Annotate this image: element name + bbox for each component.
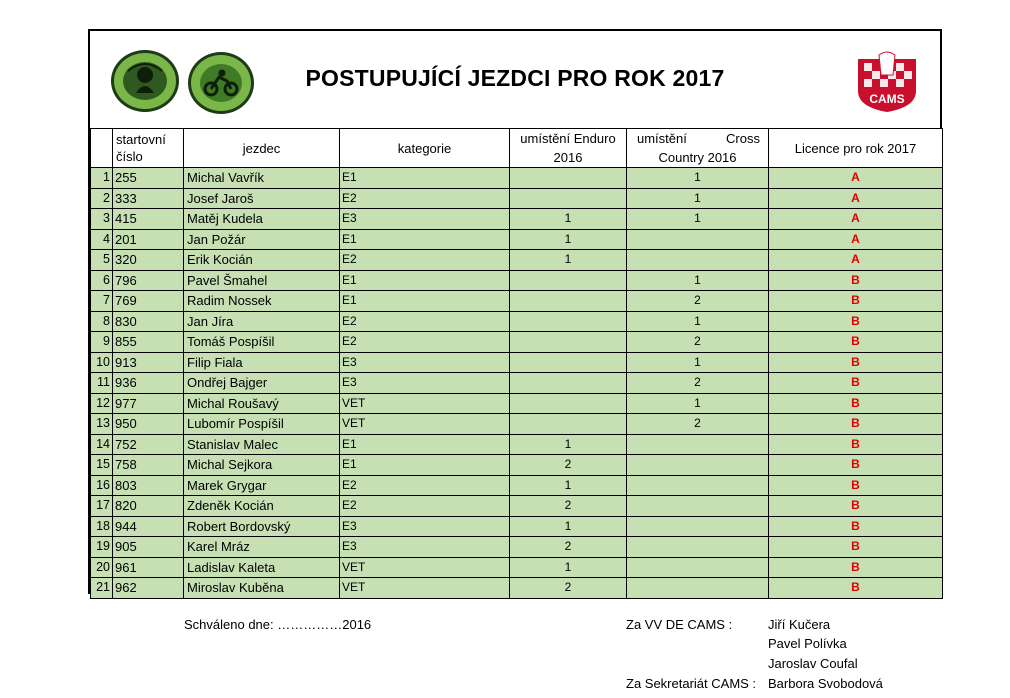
start-number: 830 (113, 311, 184, 332)
header-enduro: umístění Enduro 2016 (510, 129, 627, 168)
enduro-placing: 2 (510, 496, 627, 517)
table-row (91, 188, 943, 209)
category: E1 (340, 455, 510, 476)
licence-class: B (769, 516, 943, 537)
rider-name: Pavel Šmahel (184, 270, 340, 291)
table-row (91, 537, 943, 558)
enduro-placing (510, 332, 627, 353)
table-row (91, 373, 943, 394)
rider-name: Radim Nossek (184, 291, 340, 312)
rider-name: Michal Roušavý (184, 393, 340, 414)
row-index: 13 (91, 414, 113, 435)
licence-class: B (769, 557, 943, 578)
row-index: 3 (91, 209, 113, 230)
category: E3 (340, 373, 510, 394)
category: E2 (340, 311, 510, 332)
vv-name-3: Jaroslav Coufal (768, 656, 858, 671)
table-row (91, 311, 943, 332)
start-number: 803 (113, 475, 184, 496)
header-rider: jezdec (184, 129, 340, 168)
category: VET (340, 393, 510, 414)
row-index: 17 (91, 496, 113, 517)
row-index: 9 (91, 332, 113, 353)
header-start-number: startovní číslo (113, 129, 184, 168)
enduro-placing: 2 (510, 578, 627, 599)
table-row (91, 168, 943, 189)
page-title: POSTUPUJÍCÍ JEZDCI PRO ROK 2017 (305, 65, 725, 91)
enduro-placing: 1 (510, 557, 627, 578)
table-row (91, 455, 943, 476)
cross-country-placing: 1 (627, 270, 769, 291)
rider-name: Robert Bordovský (184, 516, 340, 537)
vv-name-1: Jiří Kučera (768, 617, 831, 632)
cross-country-placing: 1 (627, 188, 769, 209)
rider-name: Jan Požár (184, 229, 340, 250)
start-number: 913 (113, 352, 184, 373)
row-index: 18 (91, 516, 113, 537)
licence-class: B (769, 578, 943, 599)
rider-name: Josef Jaroš (184, 188, 340, 209)
table-row (91, 332, 943, 353)
licence-class: A (769, 168, 943, 189)
category: E1 (340, 291, 510, 312)
rider-name: Ladislav Kaleta (184, 557, 340, 578)
row-index: 8 (91, 311, 113, 332)
licence-class: B (769, 414, 943, 435)
licence-class: B (769, 311, 943, 332)
cross-country-placing: 1 (627, 352, 769, 373)
enduro-placing (510, 270, 627, 291)
row-index: 12 (91, 393, 113, 414)
secretariat-name: Barbora Svobodová (768, 676, 883, 691)
rider-name: Tomáš Pospíšil (184, 332, 340, 353)
category: E1 (340, 270, 510, 291)
start-number: 905 (113, 537, 184, 558)
cross-country-placing (627, 537, 769, 558)
secretariat-label: Za Sekretariát CAMS : (626, 676, 757, 691)
table-row (91, 557, 943, 578)
header-licence: Licence pro rok 2017 (769, 129, 943, 168)
enduro-placing (510, 414, 627, 435)
cross-country-placing (627, 229, 769, 250)
licence-class: A (769, 250, 943, 271)
start-number: 255 (113, 168, 184, 189)
start-number: 962 (113, 578, 184, 599)
enduro-placing: 1 (510, 229, 627, 250)
category: E2 (340, 496, 510, 517)
table-row (91, 516, 943, 537)
cross-country-placing (627, 496, 769, 517)
licence-class: B (769, 291, 943, 312)
category: E1 (340, 168, 510, 189)
table-row (91, 434, 943, 455)
category: VET (340, 557, 510, 578)
category: E3 (340, 537, 510, 558)
licence-class: B (769, 537, 943, 558)
start-number: 769 (113, 291, 184, 312)
row-index: 10 (91, 352, 113, 373)
cross-country-placing: 1 (627, 393, 769, 414)
category: E2 (340, 332, 510, 353)
table-row (91, 393, 943, 414)
enduro-placing (510, 352, 627, 373)
enduro-placing: 2 (510, 455, 627, 476)
start-number: 977 (113, 393, 184, 414)
enduro-placing (510, 188, 627, 209)
row-index: 4 (91, 229, 113, 250)
start-number: 320 (113, 250, 184, 271)
rider-name: Filip Fiala (184, 352, 340, 373)
cross-country-placing: 2 (627, 373, 769, 394)
cross-country-placing: 2 (627, 332, 769, 353)
category: E3 (340, 516, 510, 537)
results-table (90, 128, 943, 599)
table-row (91, 291, 943, 312)
enduro-placing: 1 (510, 209, 627, 230)
cams-logo-text: CAMS (869, 92, 905, 106)
row-index: 6 (91, 270, 113, 291)
licence-class: A (769, 209, 943, 230)
licence-class: B (769, 332, 943, 353)
cross-country-placing: 1 (627, 168, 769, 189)
rider-name: Erik Kocián (184, 250, 340, 271)
start-number: 758 (113, 455, 184, 476)
cross-country-placing (627, 557, 769, 578)
header-category: kategorie (340, 129, 510, 168)
start-number: 950 (113, 414, 184, 435)
cross-country-placing: 1 (627, 311, 769, 332)
category: E3 (340, 352, 510, 373)
licence-class: B (769, 496, 943, 517)
results-sheet (88, 29, 942, 594)
row-index: 2 (91, 188, 113, 209)
rider-name: Michal Vavřík (184, 168, 340, 189)
row-index: 19 (91, 537, 113, 558)
licence-class: A (769, 188, 943, 209)
category: E1 (340, 229, 510, 250)
rider-name: Miroslav Kuběna (184, 578, 340, 599)
category: E2 (340, 188, 510, 209)
rider-name: Jan Jíra (184, 311, 340, 332)
licence-class: B (769, 373, 943, 394)
start-number: 415 (113, 209, 184, 230)
table-row (91, 229, 943, 250)
cross-country-placing (627, 250, 769, 271)
licence-class: B (769, 434, 943, 455)
rider-name: Zdeněk Kocián (184, 496, 340, 517)
row-index: 1 (91, 168, 113, 189)
header-cross-country: umístění Cross Country 2016 (627, 129, 769, 168)
rider-name: Michal Sejkora (184, 455, 340, 476)
enduro-placing (510, 393, 627, 414)
enduro-placing (510, 373, 627, 394)
start-number: 936 (113, 373, 184, 394)
rider-name: Marek Grygar (184, 475, 340, 496)
rider-name: Matěj Kudela (184, 209, 340, 230)
row-index: 5 (91, 250, 113, 271)
table-row (91, 270, 943, 291)
sheet-header (90, 31, 940, 129)
enduro-placing: 1 (510, 434, 627, 455)
licence-class: B (769, 393, 943, 414)
start-number: 944 (113, 516, 184, 537)
row-index: 15 (91, 455, 113, 476)
enduro-placing: 1 (510, 250, 627, 271)
row-index: 20 (91, 557, 113, 578)
licence-class: B (769, 455, 943, 476)
category: E2 (340, 250, 510, 271)
table-header-row (91, 129, 943, 168)
cross-country-placing (627, 434, 769, 455)
licence-class: A (769, 229, 943, 250)
row-index: 7 (91, 291, 113, 312)
table-row (91, 578, 943, 599)
rider-name: Karel Mráz (184, 537, 340, 558)
row-index: 16 (91, 475, 113, 496)
approval-date: Schváleno dne: ……………2016 (184, 617, 372, 632)
category: VET (340, 578, 510, 599)
cross-country-placing: 1 (627, 209, 769, 230)
table-row (91, 352, 943, 373)
start-number: 333 (113, 188, 184, 209)
table-row (91, 209, 943, 230)
table-row (91, 250, 943, 271)
licence-class: B (769, 352, 943, 373)
table-row (91, 414, 943, 435)
cross-country-placing: 2 (627, 414, 769, 435)
licence-class: B (769, 475, 943, 496)
cross-country-placing (627, 578, 769, 599)
table-row (91, 475, 943, 496)
row-index: 11 (91, 373, 113, 394)
category: E2 (340, 475, 510, 496)
enduro-placing (510, 311, 627, 332)
licence-class: B (769, 270, 943, 291)
rider-name: Ondřej Bajger (184, 373, 340, 394)
category: E1 (340, 434, 510, 455)
start-number: 961 (113, 557, 184, 578)
row-index: 21 (91, 578, 113, 599)
row-index: 14 (91, 434, 113, 455)
vv-label: Za VV DE CAMS : (626, 617, 733, 632)
rider-name: Stanislav Malec (184, 434, 340, 455)
start-number: 752 (113, 434, 184, 455)
header-index (91, 129, 113, 168)
start-number: 820 (113, 496, 184, 517)
category: VET (340, 414, 510, 435)
cross-country-placing: 2 (627, 291, 769, 312)
cross-country-placing (627, 455, 769, 476)
enduro-placing (510, 291, 627, 312)
start-number: 855 (113, 332, 184, 353)
enduro-placing: 2 (510, 537, 627, 558)
enduro-placing: 1 (510, 475, 627, 496)
vv-name-2: Pavel Polívka (768, 636, 847, 651)
rider-name: Lubomír Pospíšil (184, 414, 340, 435)
cross-country-placing (627, 475, 769, 496)
table-row (91, 496, 943, 517)
category: E3 (340, 209, 510, 230)
cams-logo (854, 49, 920, 113)
cross-country-placing (627, 516, 769, 537)
start-number: 796 (113, 270, 184, 291)
enduro-placing (510, 168, 627, 189)
start-number: 201 (113, 229, 184, 250)
enduro-placing: 1 (510, 516, 627, 537)
